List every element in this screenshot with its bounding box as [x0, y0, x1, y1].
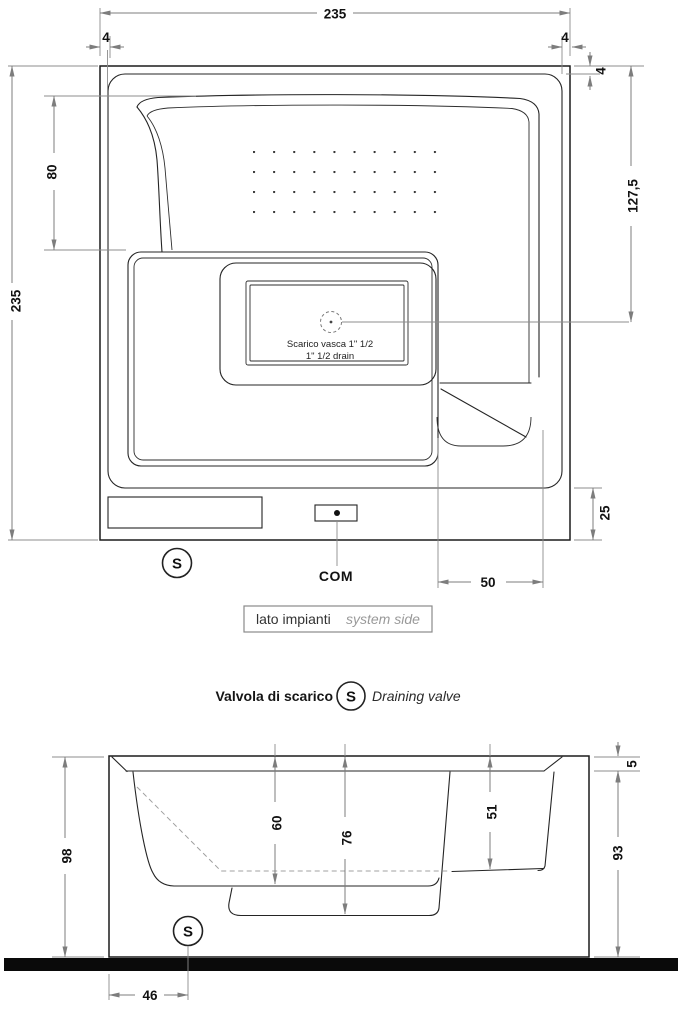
valve-symbol-letter: S	[171, 555, 183, 573]
backrest-edge-inner	[147, 116, 172, 250]
backrest-edge	[137, 107, 162, 252]
side-right-wall	[538, 772, 554, 871]
dim-text-apron: 25	[597, 505, 613, 521]
jet-nozzle-grid	[244, 142, 444, 220]
access-panel	[108, 497, 262, 528]
com-connection-point	[334, 510, 340, 516]
dim-seat-depth-51	[485, 744, 500, 869]
dim-text-total-height: 98	[59, 848, 75, 864]
dim-text-backrest: 80	[44, 164, 60, 180]
side-rim-left-corner	[112, 757, 127, 772]
system-side-label-en: system side	[346, 611, 420, 627]
side-rim-right-corner	[544, 757, 562, 771]
dim-text-body-height: 93	[610, 845, 626, 861]
dim-seat-width-50	[438, 430, 543, 590]
dim-rim-height-5	[594, 742, 640, 786]
side-basin-floor	[174, 878, 439, 886]
dim-total-height-98	[52, 757, 104, 957]
dim-text-drain-depth: 76	[339, 830, 355, 846]
dim-drain-depth-76	[340, 744, 355, 914]
dim-width-235	[100, 7, 570, 57]
dim-text-seat-depth: 51	[484, 804, 500, 820]
dim-text-drain-offset: 46	[142, 988, 158, 1003]
side-drain-channel	[229, 888, 429, 916]
dim-text-wall-right: 4	[561, 30, 569, 45]
dim-text-inner-depth: 60	[269, 815, 285, 831]
legend-valve-symbol: S	[345, 688, 357, 706]
drain-label-italian: Scarico vasca 1" 1/2	[286, 339, 374, 350]
side-waterline-dashed	[137, 787, 449, 871]
dim-backrest-80	[44, 96, 196, 250]
top-view	[8, 7, 644, 633]
dim-wall-top-4	[566, 52, 609, 90]
drain-center-point	[330, 321, 333, 324]
legend-label-english: Draining valve	[372, 688, 461, 704]
basin-outer	[128, 252, 438, 466]
dim-height-235	[8, 66, 98, 540]
dim-text-width-total: 235	[323, 6, 347, 22]
valve-symbol-letter: S	[182, 923, 194, 941]
drain-area	[220, 263, 629, 385]
tub-outer-edge	[100, 66, 570, 540]
side-seat-surface	[452, 869, 543, 872]
system-side-label-box	[244, 606, 432, 632]
top-view-outline	[100, 66, 570, 540]
side-view	[4, 742, 678, 1003]
floor-line-bar	[4, 958, 678, 971]
dim-drain-from-top-127-5	[576, 66, 644, 322]
side-view-outline	[4, 756, 678, 971]
dim-drain-offset-46	[109, 974, 188, 1003]
dim-wall-right-4	[548, 30, 586, 74]
dim-text-seat-width: 50	[480, 575, 496, 590]
dim-body-height-93	[594, 771, 640, 957]
drain-label-english: 1" 1/2 drain	[305, 351, 355, 362]
basin-inner	[134, 258, 432, 460]
legend-label-italian: Valvola di scarico	[215, 688, 333, 704]
dim-text-rim-height: 5	[624, 760, 640, 768]
dim-text-wall-left: 4	[102, 30, 110, 45]
dim-inner-depth-60	[270, 744, 285, 884]
dim-apron-25	[574, 488, 613, 540]
dim-text-drain-from-top: 127,5	[625, 179, 641, 213]
dim-text-height-total: 235	[8, 289, 24, 313]
interior-top-edge	[137, 95, 539, 377]
side-seat-front-wall	[429, 772, 450, 916]
seat-front-edge	[441, 389, 526, 437]
top-view-drain-valve-symbol	[163, 549, 192, 578]
com-label: COM	[318, 568, 354, 584]
side-tub-body	[109, 756, 589, 957]
dim-text-wall-top: 4	[593, 67, 609, 75]
system-side-label-it: lato impianti	[256, 611, 331, 627]
legend-draining-valve	[215, 682, 460, 710]
dim-wall-left-4	[86, 30, 124, 300]
